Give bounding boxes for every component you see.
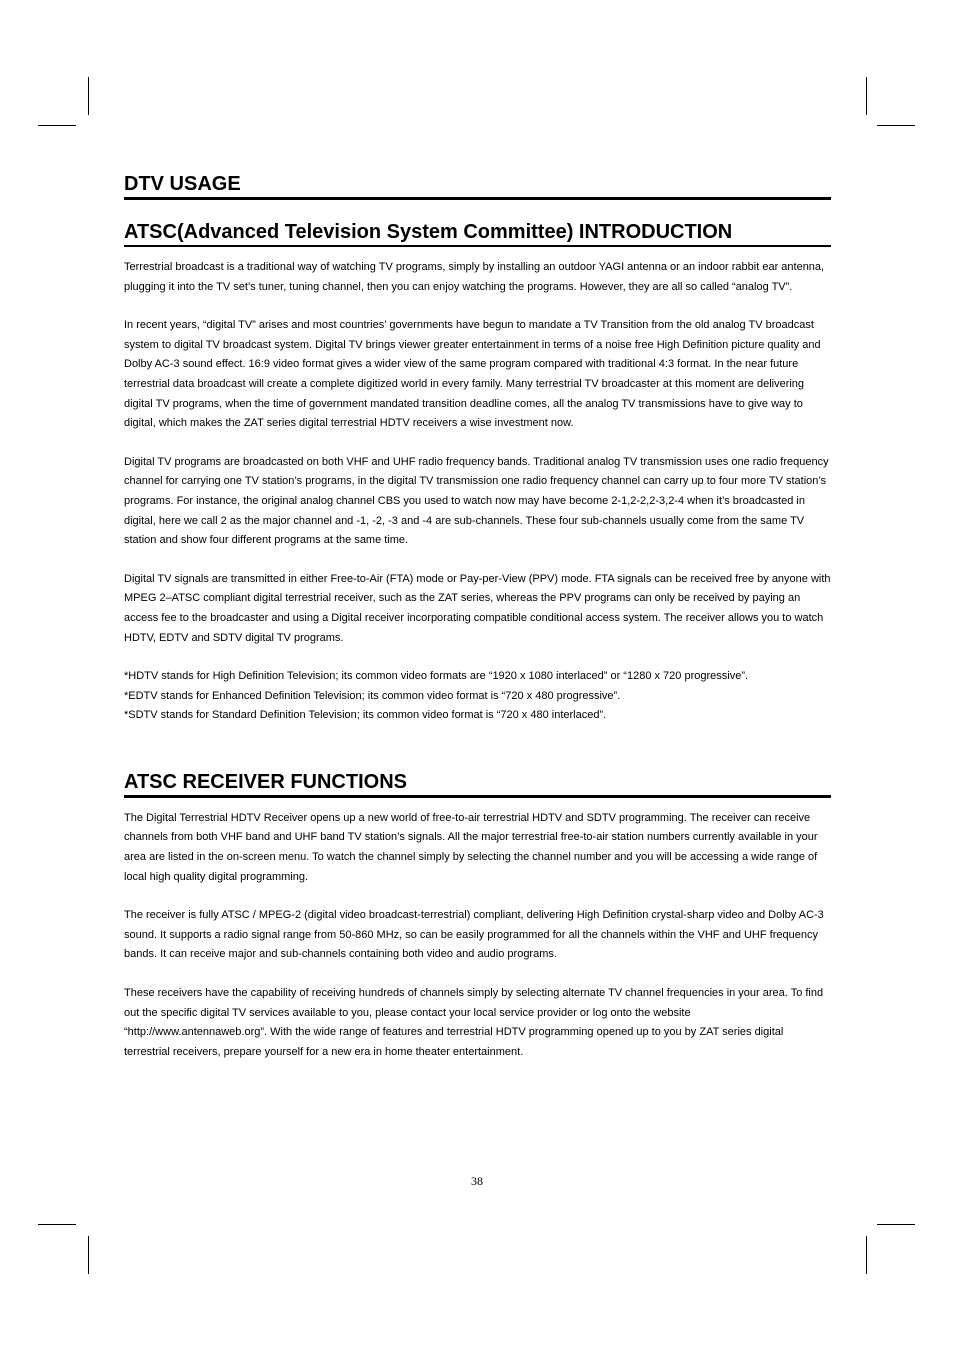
intro-paragraph: Digital TV signals are transmitted in either Free-to-Air (FTA) mode or Pay-per-View (PPV) mode. FTA signals can be received free by anyone with MPEG 2–ATSC compliant digital terrestrial receiver, such as the ZAT series, whereas the PPV programs can only be received by paying an access fee to the broadcaster and using a Digital receiver incorporating compatible conditional access system. The receiver allows you to watch HDTV, EDTV and SDTV digital TV programs.	[124, 572, 831, 644]
definition-notes	[124, 667, 831, 726]
receiver-paragraph: The receiver is fully ATSC / MPEG-2 (digital video broadcast-terrestrial) compliant, delivering High Definition crystal-sharp video and Dolby AC-3 sound. It supports a radio signal range from 50-860 MHz, so can be easily programmed for all the channels within the VHF and UHF frequency bands. It can receive major and sub-channels containing both video and audio programs.	[124, 909, 824, 961]
crop-mark	[877, 125, 915, 126]
page-content	[124, 171, 831, 1062]
intro-paragraph: In recent years, “digital TV” arises and most countries’ governments have begun to mandate a TV Transition from the old analog TV broadcast system to digital TV broadcast system. Digital TV brings viewer greater entertainment in terms of a noise free High Definition picture quality and Dolby AC-3 sound effect. 16:9 video format gives a wider view of the same program compared with traditional 4:3 format. In the near future terrestrial data broadcast will create a complete digitized world in every family. Many terrestrial TV broadcaster at this moment are delivering digital TV programs, when the time of government mandated transition deadline comes, all the analog TV transmissions have to give way to digital, which makes the ZAT series digital terrestrial HDTV receivers a wise investment now.	[124, 319, 821, 430]
heading-receiver-functions: ATSC RECEIVER FUNCTIONS	[124, 770, 407, 793]
note-hdtv: *HDTV stands for High Definition Television; its common video formats are “1920 x 1080 interlaced” or “1280 x 720 progressive”.	[124, 670, 749, 683]
crop-mark	[866, 77, 867, 115]
section-heading-dtv	[124, 171, 831, 200]
receiver-paragraph: These receivers have the capability of receiving hundreds of channels simply by selecting alternate TV channel frequencies in your area. To find out the specific digital TV services available to you, please contact your local service provider or log onto the website “http://www.antennaweb.org”. With the wide range of features and terrestrial HDTV programming opened up to you by ZAT series digital terrestrial receivers, prepare yourself for a new era in home theater entertainment.	[124, 987, 824, 1058]
intro-paragraph: Terrestrial broadcast is a traditional way of watching TV programs, simply by installing an outdoor YAGI antenna or an indoor rabbit ear antenna, plugging it into the TV set’s tuner, tuning channel, then you can enjoy watching the programs. However, they are all so called “analog TV”.	[124, 261, 825, 293]
crop-mark	[88, 77, 89, 115]
crop-mark	[88, 1236, 89, 1274]
section-heading-atsc-intro	[124, 219, 831, 247]
intro-paragraph: Digital TV programs are broadcasted on both VHF and UHF radio frequency bands. Traditional analog TV transmission uses one radio frequency channel for carrying one TV station’s programs, in the digital TV transmission one radio frequency channel can carry up to four more TV station’s programs. For instance, the original analog channel CBS you used to watch now may have become 2-1,2-2,2-3,2-4 when it’s broadcasted in digital, here we call 2 as the major channel and -1, -2, -3 and -4 are sub-channels. These four sub-channels usually come from the same TV station and show four different programs at the same time.	[124, 455, 829, 547]
crop-mark	[38, 1224, 76, 1225]
heading-dtv-usage: DTV USAGE	[124, 173, 241, 195]
note-edtv: *EDTV stands for Enhanced Definition Television; its common video format is “720 x 480 progressive”.	[124, 689, 621, 702]
receiver-paragraph: The Digital Terrestrial HDTV Receiver opens up a new world of free-to-air terrestrial HDTV and SDTV programming. The receiver can receive channels from both VHF band and UHF band TV station’s signals. All the major terrestrial free-to-air station numbers currently available in your area are listed in the on-screen menu. To watch the channel simply by selecting the channel number and you will be accessing a wide range of local high quality digital programming.	[124, 811, 818, 883]
crop-mark	[866, 1236, 867, 1274]
section-heading-receiver	[124, 769, 831, 798]
crop-mark	[38, 125, 76, 126]
page-number: 38	[471, 1174, 483, 1188]
crop-mark	[877, 1224, 915, 1225]
heading-atsc-intro: ATSC(Advanced Television System Committee) INTRODUCTION	[124, 221, 733, 243]
note-sdtv: *SDTV stands for Standard Definition Television; its common video format is “720 x 480 interlaced”.	[124, 709, 607, 722]
